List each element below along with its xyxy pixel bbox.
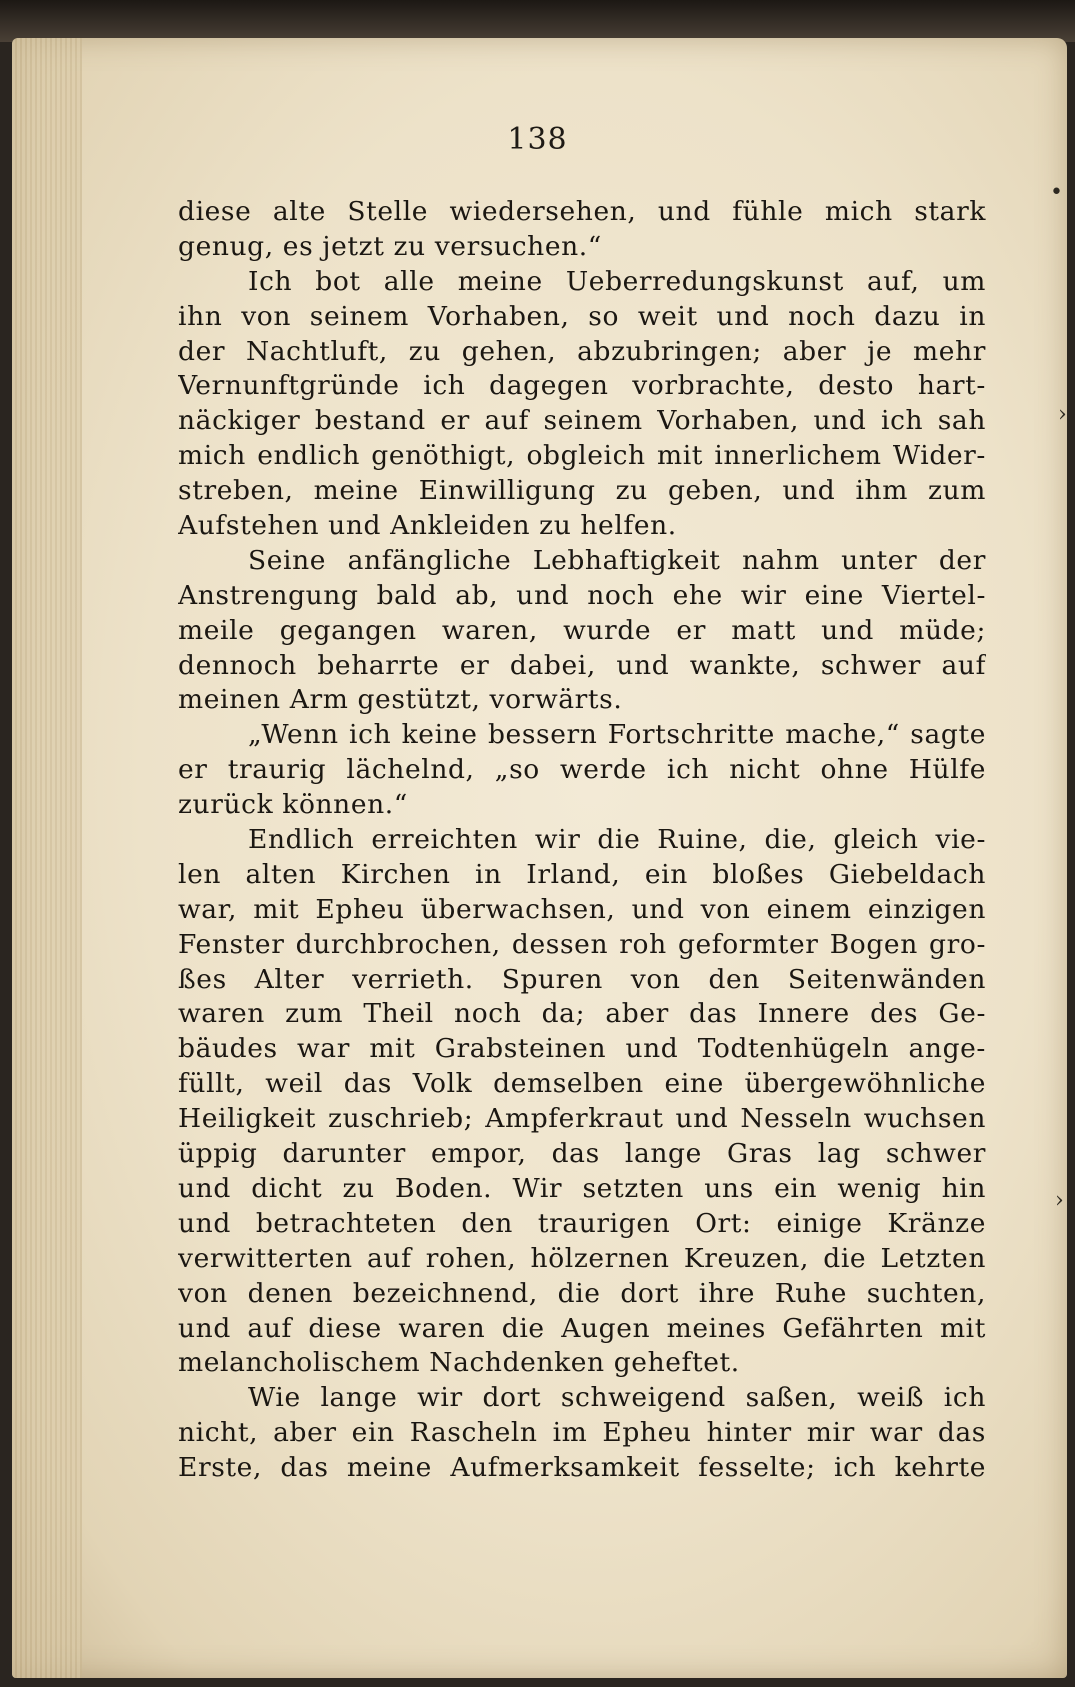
text-line: von denen bezeichnend, die dort ihre Ruhe suchten,: [178, 1277, 986, 1309]
text-line: Ich bot alle meine Ueberredungskunst auf, um: [248, 265, 986, 297]
text-line: meinen Arm gestützt, vorwärts.: [178, 684, 623, 716]
text-line: mich endlich genöthigt, obgleich mit innerlichem Wider-: [178, 440, 986, 472]
text-line: füllt, weil das Volk demselben eine übergewöhnliche: [178, 1068, 986, 1100]
text-line: diese alte Stelle wiedersehen, und fühle mich stark: [178, 196, 986, 227]
text-line: üppig darunter empor, das lange Gras lag schwer: [178, 1138, 986, 1170]
text-line: und betrachteten den traurigen Ort: einige Kränze: [178, 1207, 986, 1239]
binding-shadow: [0, 0, 1075, 42]
text-line: war, mit Epheu überwachsen, und von einem einzigen: [178, 893, 986, 925]
text-line: er traurig lächelnd, „so werde ich nicht ohne Hülfe: [178, 754, 986, 786]
text-line: Seine anfängliche Lebhaftigkeit nahm unter der: [248, 544, 986, 576]
text-line: verwitterten auf rohen, hölzernen Kreuzen, die Letzten: [178, 1242, 986, 1274]
text-line: nicht, aber ein Rascheln im Epheu hinter mir war das: [178, 1417, 986, 1449]
text-line: Fenster durchbrochen, dessen roh geformter Bogen gro-: [178, 928, 986, 960]
text-line: Aufstehen und Ankleiden zu helfen.: [178, 510, 677, 542]
text-line: ihn von seinem Vorhaben, so weit und noch dazu in: [178, 300, 986, 332]
text-line: genug, es jetzt zu versuchen.“: [178, 230, 602, 262]
text-line: Endlich erreichten wir die Ruine, die, gleich vie-: [248, 824, 986, 856]
text-line: waren zum Theil noch da; aber das Innere des Ge-: [178, 998, 986, 1030]
text-line: Wie lange wir dort schweigend saßen, weiß ich: [248, 1382, 986, 1414]
margin-mark: ›: [1058, 402, 1067, 427]
text-line: zurück können.“: [178, 789, 408, 821]
text-line: der Nachtluft, zu gehen, abzubringen; aber je mehr: [178, 335, 986, 367]
text-line: melancholischem Nachdenken geheftet.: [178, 1347, 740, 1379]
text-line: bäudes war mit Grabsteinen und Todtenhügeln ange-: [178, 1033, 986, 1065]
text-line: Anstrengung bald ab, und noch ehe wir eine Viertel-: [178, 579, 986, 611]
text-line: dennoch beharrte er dabei, und wankte, schwer auf: [178, 649, 986, 681]
text-line: näckiger bestand er auf seinem Vorhaben, und ich sah: [178, 405, 986, 437]
text-line: und dicht zu Boden. Wir setzten uns ein wenig hin: [178, 1172, 986, 1204]
margin-mark: ›: [1055, 1188, 1064, 1213]
text-line: Heiligkeit zuschrieb; Ampferkraut und Nesseln wuchsen: [178, 1103, 986, 1135]
margin-mark: •: [1050, 180, 1063, 205]
page-edges: [12, 38, 82, 1678]
text-line: len alten Kirchen in Irland, ein bloßes Giebeldach: [178, 858, 986, 890]
text-line: Vernunftgründe ich dagegen vorbrachte, desto hart-: [178, 370, 986, 402]
text-line: „Wenn ich keine bessern Fortschritte mache,“ sagte: [248, 719, 986, 751]
text-line: Erste, das meine Aufmerksamkeit fesselte; ich kehrte: [178, 1452, 986, 1484]
page-number: 138: [507, 122, 568, 157]
body-text: [178, 195, 986, 1486]
text-line: und auf diese waren die Augen meines Gefährten mit: [178, 1312, 986, 1344]
text-line: ßes Alter verrieth. Spuren von den Seitenwänden: [178, 963, 986, 995]
text-line: meile gegangen waren, wurde er matt und müde;: [178, 614, 986, 646]
text-line: streben, meine Einwilligung zu geben, und ihm zum: [178, 475, 986, 507]
